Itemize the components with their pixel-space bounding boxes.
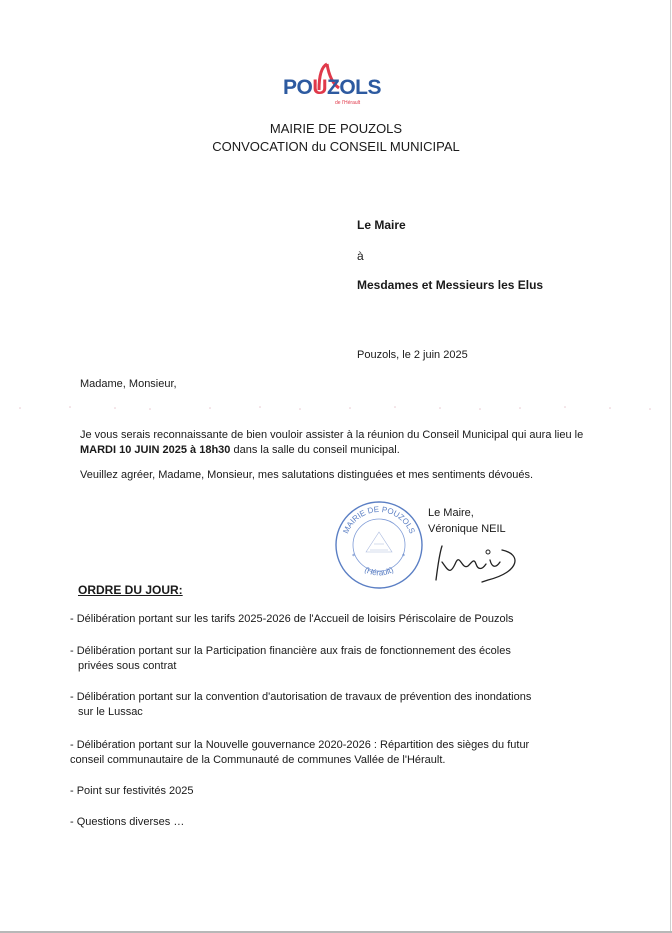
header-convocation: CONVOCATION du CONSEIL MUNICIPAL bbox=[212, 139, 460, 154]
address-from: Le Maire bbox=[357, 218, 406, 232]
body-paragraph-1 bbox=[80, 428, 590, 458]
logo-text-mark: U bbox=[312, 76, 328, 99]
logo-text bbox=[283, 76, 381, 100]
agenda-item-5-line1: - Point sur festivités 2025 bbox=[70, 785, 194, 797]
agenda-item-4 bbox=[70, 738, 595, 768]
header-mairie: MAIRIE DE POUZOLS bbox=[269, 121, 403, 136]
agenda-item-4-line1: - Délibération portant sur la Nouvelle gouvernance 2020-2026 : Répartition des sièges du futur bbox=[70, 739, 530, 751]
logo-subtitle: de l'Hérault bbox=[335, 100, 361, 106]
logo-text-left: PO bbox=[283, 76, 313, 99]
body-p1-meeting-date: MARDI 10 JUIN 2025 à 18h30 bbox=[80, 444, 231, 456]
date-line: Pouzols, le 2 juin 2025 bbox=[357, 349, 468, 361]
agenda-item-4-line2: conseil communautaire de la Communauté de communes Vallée de l'Hérault. bbox=[70, 754, 446, 766]
address-to-word: à bbox=[357, 249, 364, 263]
agenda-title: ORDRE DU JOUR: bbox=[78, 583, 183, 597]
signature-name: Véronique NEIL bbox=[428, 523, 506, 535]
handwritten-signature bbox=[428, 540, 528, 588]
mairie-stamp bbox=[334, 500, 424, 590]
logo-text-right: ZOLS bbox=[327, 76, 382, 99]
agenda-item-2-line2: privées sous contrat bbox=[78, 660, 177, 672]
address-recipients: Mesdames et Messieurs les Elus bbox=[357, 278, 544, 292]
stamp-bottom-text: (Hérault) bbox=[363, 565, 395, 578]
salutation: Madame, Monsieur, bbox=[80, 378, 177, 390]
stamp-top-text: MAIRIE DE POUZOLS bbox=[341, 504, 417, 535]
agenda-item-1 bbox=[70, 612, 595, 627]
signature-title: Le Maire, bbox=[428, 507, 474, 519]
agenda-item-5 bbox=[70, 784, 595, 799]
agenda-item-6-line1: - Questions diverses … bbox=[70, 816, 185, 828]
body-paragraph-2: Veuillez agréer, Madame, Monsieur, mes salutations distinguées et mes sentiments dévoués. bbox=[80, 469, 534, 481]
pouzols-logo bbox=[283, 62, 393, 110]
agenda-item-2 bbox=[70, 644, 595, 674]
agenda-item-3-line1: - Délibération portant sur la convention d'autorisation de travaux de prévention des inondations bbox=[70, 691, 532, 703]
body-p1-part2: dans la salle du conseil municipal. bbox=[230, 444, 400, 456]
agenda-item-3-line2: sur le Lussac bbox=[78, 706, 143, 718]
svg-text:*: * bbox=[402, 553, 405, 560]
scan-noise-dots bbox=[0, 404, 672, 412]
agenda-item-1-line1: - Délibération portant sur les tarifs 2025-2026 de l'Accueil de loisirs Périscolaire de Pouzols bbox=[70, 613, 514, 625]
svg-text:*: * bbox=[352, 553, 355, 560]
agenda-item-2-line1: - Délibération portant sur la Participation financière aux frais de fonctionnement des écoles bbox=[70, 645, 511, 657]
agenda-item-3 bbox=[70, 690, 595, 720]
agenda-item-6 bbox=[70, 815, 595, 830]
body-p1-part1: Je vous serais reconnaissante de bien vouloir assister à la réunion du Conseil Municipal qui aura lieu le bbox=[80, 429, 584, 441]
